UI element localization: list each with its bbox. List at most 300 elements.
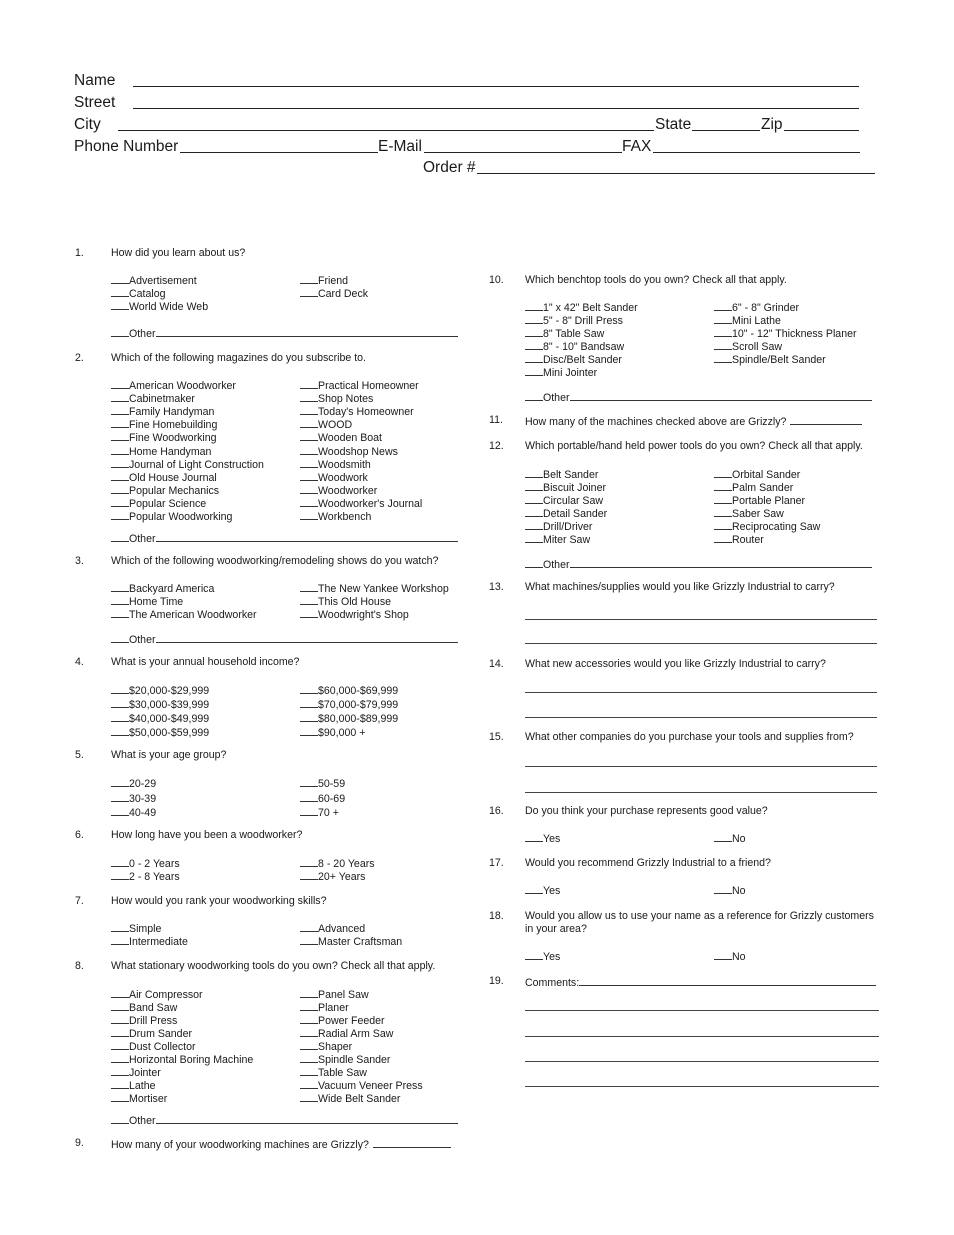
question-text: What new accessories would you like Grizzly Industrial to carry? — [525, 658, 826, 670]
label-text: Family Handyman — [129, 406, 215, 419]
question-number: 11. — [489, 414, 503, 426]
comments-field[interactable] — [579, 975, 876, 986]
check-blank[interactable] — [300, 483, 318, 494]
check-blank[interactable] — [525, 365, 543, 376]
answer-line[interactable] — [525, 792, 877, 793]
check-blank[interactable] — [111, 1065, 129, 1076]
checkbox-option[interactable] — [300, 286, 368, 301]
checkbox-option[interactable] — [300, 1091, 400, 1106]
check-blank[interactable] — [525, 480, 543, 491]
label-text: 40-49 — [129, 807, 157, 819]
label-text: Intermediate — [129, 936, 188, 948]
question-number: 5. — [75, 749, 84, 761]
question-number: 2. — [75, 352, 84, 364]
check-blank[interactable] — [300, 1013, 318, 1024]
question-text: Which portable/hand held power tools do you own? Check all that apply. — [525, 440, 863, 452]
label-text: Workbench — [318, 511, 372, 523]
label-text: Woodwork — [318, 471, 368, 484]
check-blank[interactable] — [300, 856, 318, 867]
question-text: How did you learn about us? — [111, 247, 246, 259]
question-text: What other companies do you purchase your tools and supplies from? — [525, 731, 854, 743]
answer-line[interactable] — [525, 1086, 879, 1087]
check-blank[interactable] — [300, 683, 318, 694]
label-text: Today's Homeowner — [318, 406, 414, 419]
question-text: What is your annual household income? — [111, 656, 300, 668]
check-blank[interactable] — [111, 607, 129, 618]
checkbox-option[interactable] — [300, 791, 345, 806]
check-blank[interactable] — [525, 557, 543, 568]
label-text: $80,000-$89,999 — [318, 713, 399, 725]
check-blank[interactable] — [525, 313, 543, 324]
label-text: Spindle/Belt Sander — [732, 354, 826, 366]
check-blank[interactable] — [111, 444, 129, 455]
question-text: Which benchtop tools do you own? Check all that apply. — [525, 274, 787, 286]
state-field[interactable] — [692, 130, 760, 131]
other-option[interactable] — [525, 557, 872, 572]
label-text: Master Craftsman — [318, 936, 403, 948]
checkbox-option[interactable] — [111, 776, 156, 791]
check-blank[interactable] — [300, 404, 318, 415]
check-blank[interactable] — [300, 934, 318, 945]
question-text: Would you allow us to use your name as a reference for Grizzly customers — [525, 910, 874, 922]
check-blank[interactable] — [111, 805, 129, 816]
check-blank[interactable] — [300, 273, 318, 284]
label-text: Belt Sander — [543, 469, 599, 481]
check-blank[interactable] — [525, 352, 543, 363]
check-blank[interactable] — [300, 594, 318, 605]
check-blank[interactable] — [300, 444, 318, 455]
other-option[interactable] — [525, 390, 872, 405]
label-text: Popular Science — [129, 497, 207, 510]
label-text: 8" Table Saw — [543, 328, 605, 340]
check-blank[interactable] — [111, 632, 129, 643]
check-blank[interactable] — [714, 339, 732, 350]
checkbox-option[interactable] — [300, 683, 398, 698]
check-blank[interactable] — [525, 339, 543, 350]
label-text: This Old House — [318, 596, 392, 608]
checkbox-option[interactable] — [111, 299, 208, 314]
check-blank[interactable] — [714, 352, 732, 363]
label-text: Wide Belt Sander — [318, 1093, 401, 1105]
city-label: City — [74, 116, 101, 133]
label-text: Orbital Sander — [732, 469, 801, 481]
check-blank[interactable] — [714, 300, 732, 311]
check-blank[interactable] — [300, 378, 318, 389]
check-blank[interactable] — [714, 467, 732, 478]
question-text: Comments: — [525, 975, 876, 990]
label-text: 2 - 8 Years — [129, 871, 180, 883]
check-blank[interactable] — [525, 300, 543, 311]
label-text: Advertisement — [129, 275, 197, 287]
check-blank[interactable] — [111, 1026, 129, 1037]
label-text: WOOD — [318, 419, 353, 432]
check-blank[interactable] — [300, 457, 318, 468]
check-blank[interactable] — [525, 493, 543, 504]
checkbox-option[interactable] — [525, 883, 560, 898]
zip-label: Zip — [761, 116, 783, 133]
label-text: 70 + — [318, 807, 339, 819]
check-blank[interactable] — [111, 725, 129, 736]
check-blank[interactable] — [111, 776, 129, 787]
question-number: 18. — [489, 910, 504, 922]
check-blank[interactable] — [111, 483, 129, 494]
check-blank[interactable] — [111, 457, 129, 468]
label-text: Woodwright's Shop — [318, 609, 409, 621]
label-text: Fine Homebuilding — [129, 419, 218, 432]
checkbox-option[interactable] — [300, 697, 398, 712]
check-blank[interactable] — [111, 1039, 129, 1050]
check-blank[interactable] — [525, 326, 543, 337]
label-text: Woodworker's Journal — [318, 497, 423, 510]
question-number: 8. — [75, 960, 84, 972]
check-blank[interactable] — [714, 313, 732, 324]
check-blank[interactable] — [300, 607, 318, 618]
check-blank[interactable] — [300, 509, 318, 520]
check-blank[interactable] — [111, 470, 129, 481]
label-text: Drill Press — [129, 1015, 178, 1027]
checkbox-option[interactable] — [525, 949, 560, 964]
check-blank[interactable] — [300, 391, 318, 402]
other-field[interactable] — [570, 390, 872, 401]
checkbox-option[interactable] — [300, 509, 371, 524]
label-text: 8" - 10" Bandsaw — [543, 341, 625, 353]
checkbox-option[interactable] — [111, 711, 209, 726]
question-number: 3. — [75, 555, 84, 567]
label-text: Circular Saw — [543, 495, 604, 507]
question-text: What is your age group? — [111, 749, 227, 761]
check-blank[interactable] — [111, 417, 129, 428]
label-text: Catalog — [129, 288, 166, 300]
check-blank[interactable] — [111, 1091, 129, 1102]
check-blank[interactable] — [111, 404, 129, 415]
label-text: Lathe — [129, 1080, 156, 1092]
question-number: 14. — [489, 658, 504, 670]
check-blank[interactable] — [525, 949, 543, 960]
question-number: 12. — [489, 440, 504, 452]
label-text: Wooden Boat — [318, 432, 383, 445]
check-blank[interactable] — [111, 697, 129, 708]
label-text: Table Saw — [318, 1067, 367, 1079]
check-blank[interactable] — [111, 378, 129, 389]
check-blank[interactable] — [714, 480, 732, 491]
check-blank[interactable] — [525, 883, 543, 894]
label-text: No — [732, 951, 746, 963]
question-text: How long have you been a woodworker? — [111, 829, 303, 841]
zip-field[interactable] — [784, 130, 859, 131]
question-number: 1. — [75, 247, 84, 259]
question-text: How many of your woodworking machines are Grizzly? — [111, 1137, 451, 1152]
label-text: Power Feeder — [318, 1015, 385, 1027]
checkbox-option[interactable] — [300, 725, 365, 740]
check-blank[interactable] — [300, 1091, 318, 1102]
checkbox-option[interactable] — [525, 365, 597, 380]
order-label: Order # — [423, 159, 476, 176]
question-text: Would you recommend Grizzly Industrial to a friend? — [525, 857, 771, 869]
label-text: Woodworker — [318, 484, 378, 497]
other-option[interactable] — [111, 1113, 458, 1128]
check-blank[interactable] — [300, 1052, 318, 1063]
check-blank[interactable] — [525, 506, 543, 517]
question-number: 10. — [489, 274, 504, 286]
check-blank[interactable] — [111, 987, 129, 998]
label-text: Other — [129, 634, 156, 646]
answer-line[interactable] — [525, 619, 877, 620]
check-blank[interactable] — [300, 430, 318, 441]
label-text: 6" - 8" Grinder — [732, 302, 799, 314]
label-text: Saber Saw — [732, 508, 784, 520]
checkbox-option[interactable] — [525, 532, 590, 547]
checkbox-option[interactable] — [300, 869, 365, 884]
order-field[interactable] — [477, 173, 875, 174]
label-text: $90,000 + — [318, 727, 366, 739]
label-text: Detail Sander — [543, 508, 608, 520]
label-text: The New Yankee Workshop — [318, 583, 449, 595]
label-text: Planer — [318, 1002, 349, 1014]
checkbox-option[interactable] — [300, 711, 398, 726]
question-text-continued: in your area? — [525, 923, 587, 935]
question-text: How many of the machines checked above are Grizzly? — [525, 414, 862, 429]
check-blank[interactable] — [111, 1078, 129, 1089]
check-blank[interactable] — [111, 711, 129, 722]
label-text: No — [732, 885, 746, 897]
answer-line[interactable] — [525, 766, 877, 767]
check-blank[interactable] — [300, 776, 318, 787]
label-text: Practical Homeowner — [318, 380, 419, 392]
checkbox-option[interactable] — [111, 869, 180, 884]
check-blank[interactable] — [111, 496, 129, 507]
label-text: Home Handyman — [129, 445, 212, 458]
checkbox-option[interactable] — [714, 352, 826, 367]
check-blank[interactable] — [111, 791, 129, 802]
label-text: Reciprocating Saw — [732, 521, 821, 533]
label-text: Advanced — [318, 923, 366, 935]
other-field[interactable] — [156, 326, 458, 337]
check-blank[interactable] — [300, 869, 318, 880]
check-blank[interactable] — [300, 805, 318, 816]
check-blank[interactable] — [111, 683, 129, 694]
check-blank[interactable] — [525, 532, 543, 543]
checkbox-option[interactable] — [111, 934, 188, 949]
checkbox-option[interactable] — [111, 509, 232, 524]
other-field[interactable] — [156, 632, 458, 643]
question-text: Which of the following magazines do you subscribe to. — [111, 352, 366, 364]
label-text: Band Saw — [129, 1002, 178, 1014]
check-blank[interactable] — [111, 299, 129, 310]
checkbox-option[interactable] — [300, 776, 345, 791]
check-blank[interactable] — [111, 869, 129, 880]
check-blank[interactable] — [714, 326, 732, 337]
check-blank[interactable] — [300, 581, 318, 592]
check-blank[interactable] — [111, 1013, 129, 1024]
check-blank[interactable] — [300, 791, 318, 802]
label-text: 10" - 12" Thickness Planer — [732, 328, 857, 340]
label-text: 1" x 42" Belt Sander — [543, 302, 638, 314]
other-option[interactable] — [111, 531, 458, 546]
label-text: 30-39 — [129, 792, 157, 805]
label-text: Backyard America — [129, 583, 215, 595]
checkbox-option[interactable] — [300, 805, 339, 820]
check-blank[interactable] — [111, 921, 129, 932]
label-text: American Woodworker — [129, 380, 236, 392]
email-field[interactable] — [424, 152, 622, 153]
checkbox-option[interactable] — [111, 725, 209, 740]
check-blank[interactable] — [714, 949, 732, 960]
check-blank[interactable] — [111, 581, 129, 592]
label-text: $70,000-$79,999 — [318, 699, 399, 711]
check-blank[interactable] — [300, 987, 318, 998]
checkbox-option[interactable] — [714, 831, 746, 846]
answer-line[interactable] — [525, 1036, 879, 1037]
label-text: Radial Arm Saw — [318, 1028, 394, 1040]
label-text: Card Deck — [318, 288, 369, 300]
check-blank[interactable] — [111, 273, 129, 284]
label-text: Other — [543, 559, 570, 571]
label-text: 50-59 — [318, 778, 346, 790]
check-blank[interactable] — [111, 594, 129, 605]
check-blank[interactable] — [300, 711, 318, 722]
label-text: $50,000-$59,999 — [129, 727, 210, 739]
checkbox-option[interactable] — [111, 697, 209, 712]
checkbox-option[interactable] — [111, 607, 257, 622]
label-text: The American Woodworker — [129, 609, 257, 621]
check-blank[interactable] — [300, 1065, 318, 1076]
label-text: Home Time — [129, 596, 184, 608]
check-blank[interactable] — [300, 1026, 318, 1037]
check-blank[interactable] — [300, 470, 318, 481]
check-blank[interactable] — [714, 506, 732, 517]
label-text: Yes — [543, 833, 561, 845]
label-text: Other — [129, 328, 156, 340]
check-blank[interactable] — [111, 509, 129, 520]
label-text: Drum Sander — [129, 1028, 192, 1040]
phone-field[interactable] — [180, 152, 378, 153]
check-blank[interactable] — [300, 496, 318, 507]
name-field[interactable] — [133, 86, 859, 87]
answer-line[interactable] — [525, 692, 877, 693]
grizzly-count-field[interactable] — [790, 414, 862, 425]
label-text: Spindle Sander — [318, 1054, 391, 1066]
answer-line[interactable] — [525, 717, 877, 718]
check-blank[interactable] — [300, 1000, 318, 1011]
check-blank[interactable] — [111, 326, 129, 337]
other-field[interactable] — [156, 1113, 458, 1124]
checkbox-option[interactable] — [300, 607, 409, 622]
check-blank[interactable] — [111, 934, 129, 945]
checkbox-option[interactable] — [525, 831, 560, 846]
name-label: Name — [74, 72, 116, 89]
answer-line[interactable] — [525, 1061, 879, 1062]
checkbox-option[interactable] — [111, 805, 156, 820]
label-text: Friend — [318, 275, 349, 287]
label-text: 20+ Years — [318, 871, 366, 883]
grizzly-count-field[interactable] — [373, 1137, 451, 1148]
question-number: 4. — [75, 656, 84, 668]
check-blank[interactable] — [111, 1113, 129, 1124]
question-text: Do you think your purchase represents good value? — [525, 805, 768, 817]
label-text: Simple — [129, 923, 162, 935]
label-text: Cabinetmaker — [129, 393, 195, 406]
label-text: Popular Woodworking — [129, 511, 233, 523]
question-text: How would you rank your woodworking skills? — [111, 895, 327, 907]
label-text: Old House Journal — [129, 471, 217, 484]
check-blank[interactable] — [111, 1052, 129, 1063]
check-blank[interactable] — [300, 286, 318, 297]
check-blank[interactable] — [111, 391, 129, 402]
check-blank[interactable] — [714, 532, 732, 543]
other-field[interactable] — [570, 557, 872, 568]
other-option[interactable] — [111, 326, 458, 341]
question-number: 19. — [489, 975, 504, 987]
label-text: Vacuum Veneer Press — [318, 1080, 423, 1092]
street-field[interactable] — [133, 108, 859, 109]
question-number: 15. — [489, 731, 504, 743]
checkbox-option[interactable] — [111, 683, 209, 698]
other-option[interactable] — [111, 632, 458, 647]
check-blank[interactable] — [714, 493, 732, 504]
check-blank[interactable] — [111, 531, 129, 542]
city-field[interactable] — [118, 130, 654, 131]
label-text: Other — [543, 392, 570, 404]
label-text: $60,000-$69,999 — [318, 685, 399, 697]
check-blank[interactable] — [714, 831, 732, 842]
label-text: Biscuit Joiner — [543, 482, 606, 494]
question-number: 7. — [75, 895, 84, 907]
label-text: Router — [732, 534, 764, 546]
check-blank[interactable] — [525, 831, 543, 842]
check-blank[interactable] — [300, 1078, 318, 1089]
check-blank[interactable] — [525, 467, 543, 478]
answer-line[interactable] — [525, 1010, 879, 1011]
checkbox-option[interactable] — [714, 949, 746, 964]
check-blank[interactable] — [111, 1000, 129, 1011]
label-text: 20-29 — [129, 778, 157, 790]
checkbox-option[interactable] — [714, 532, 764, 547]
other-field[interactable] — [156, 531, 458, 542]
check-blank[interactable] — [300, 417, 318, 428]
label-text: Popular Mechanics — [129, 484, 220, 497]
label-text: 0 - 2 Years — [129, 858, 180, 870]
check-blank[interactable] — [300, 697, 318, 708]
fax-label: FAX — [622, 138, 652, 155]
checkbox-option[interactable] — [111, 1091, 167, 1106]
label-text: Mini Lathe — [732, 315, 781, 327]
check-blank[interactable] — [111, 286, 129, 297]
answer-line[interactable] — [525, 643, 877, 644]
label-text: Other — [129, 533, 156, 545]
label-text: Yes — [543, 951, 561, 963]
label-text: Shaper — [318, 1041, 353, 1053]
check-blank[interactable] — [300, 1039, 318, 1050]
label-text: Palm Sander — [732, 482, 794, 494]
checkbox-option[interactable] — [714, 883, 746, 898]
check-blank[interactable] — [525, 519, 543, 530]
label-text: Woodsmith — [318, 458, 371, 471]
check-blank[interactable] — [714, 883, 732, 894]
label-text: No — [732, 833, 746, 845]
check-blank[interactable] — [525, 390, 543, 401]
fax-field[interactable] — [653, 152, 860, 153]
label-text: World Wide Web — [129, 301, 209, 313]
label-text: Shop Notes — [318, 393, 374, 406]
check-blank[interactable] — [300, 921, 318, 932]
check-blank[interactable] — [714, 519, 732, 530]
label-text: Other — [129, 1115, 156, 1127]
checkbox-option[interactable] — [300, 934, 402, 949]
checkbox-option[interactable] — [111, 791, 156, 806]
check-blank[interactable] — [300, 725, 318, 736]
check-blank[interactable] — [111, 430, 129, 441]
check-blank[interactable] — [111, 856, 129, 867]
